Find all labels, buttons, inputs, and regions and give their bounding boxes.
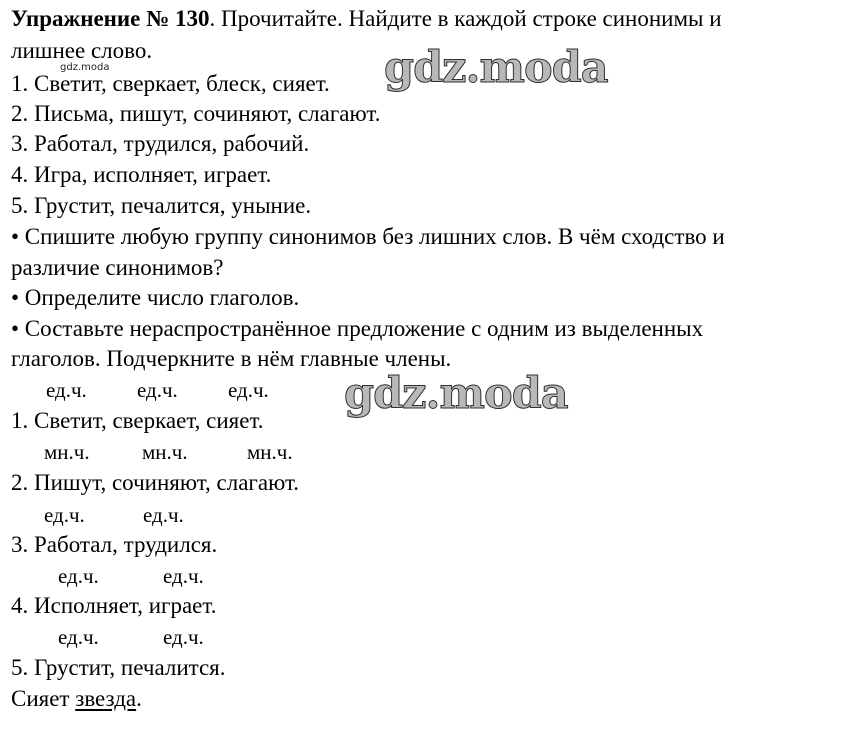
number-label: ед.ч. [163, 564, 204, 588]
exercise-instruction: . Прочитайте. Найдите в каждой строке синонимы и [209, 6, 722, 31]
exercise-row-3: 3. Работал, трудился, рабочий. [11, 131, 310, 156]
number-label: мн.ч. [44, 440, 90, 464]
number-label: ед.ч. [163, 625, 204, 649]
task-2: • Определите число глаголов. [11, 285, 300, 310]
exercise-row-5: 5. Грустит, печалится, уныние. [11, 193, 312, 218]
number-label: мн.ч. [247, 440, 293, 464]
watermark-logo: gdz.moda [344, 369, 568, 419]
exercise-instruction-line2: лишнее слово. [11, 38, 153, 63]
watermark-logo: gdz.moda [384, 43, 608, 93]
sentence-predicate: Сияет [11, 686, 70, 711]
answer-sentence: Сияет звезда. [11, 686, 142, 711]
answer-row-2: 2. Пишут, сочиняют, слагают. [11, 470, 300, 495]
exercise-row-1: 1. Светит, сверкает, блеск, сияет. [11, 71, 330, 96]
number-label: ед.ч. [44, 503, 85, 527]
exercise-number: Упражнение № 130 [11, 6, 210, 31]
exercise-row-4: 4. Игра, исполняет, играет. [11, 162, 272, 187]
answer-row-1: 1. Светит, сверкает, сияет. [11, 408, 264, 433]
exercise-title [11, 4, 722, 34]
task-1-line2: различие синонимов? [11, 255, 224, 280]
number-label: ед.ч. [58, 564, 99, 588]
number-label: ед.ч. [137, 378, 178, 402]
number-label: ед.ч. [228, 378, 269, 402]
task-3-line1: • Составьте нераспространённое предложение с одним из выделенных [11, 316, 704, 341]
answer-row-4: 4. Исполняет, играет. [11, 593, 217, 618]
sentence-subject: звезда [75, 686, 137, 711]
answer-row-3: 3. Работал, трудился. [11, 532, 218, 557]
number-label: ед.ч. [58, 625, 99, 649]
number-label: ед.ч. [46, 378, 87, 402]
number-label: ед.ч. [143, 503, 184, 527]
small-watermark: gdz.moda [60, 62, 110, 73]
task-1-line1: • Спишите любую группу синонимов без лишних слов. В чём сходство и [11, 224, 725, 249]
number-label: мн.ч. [142, 440, 188, 464]
task-3-line2: глаголов. Подчеркните в нём главные члены. [11, 346, 452, 371]
answer-row-5: 5. Грустит, печалится. [11, 655, 226, 680]
exercise-row-2: 2. Письма, пишут, сочиняют, слагают. [11, 101, 381, 126]
